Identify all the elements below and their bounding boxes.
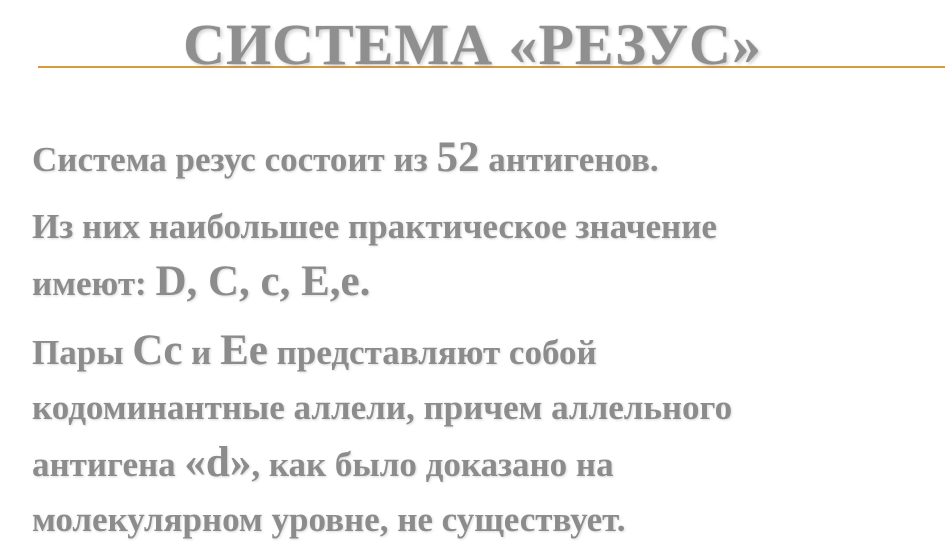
text-segment: представляют собой — [267, 333, 597, 372]
latin-emphasis-segment: 52 — [436, 134, 480, 181]
slide-title: СИСТЕМА «РЕЗУС» — [183, 12, 762, 77]
latin-emphasis-segment: Cc — [132, 327, 183, 374]
text-line — [32, 492, 935, 547]
text-line — [32, 199, 935, 254]
latin-emphasis-segment: D, C, c, E,e. — [155, 258, 371, 305]
text-line — [32, 435, 935, 492]
slide-body — [32, 130, 935, 559]
text-segment: антигенов. — [479, 140, 659, 179]
text-segment: , как было доказано на — [251, 445, 614, 484]
text-line — [32, 254, 935, 311]
text-segment: антигена — [32, 445, 185, 484]
text-segment: Из них наибольшее практическое значение — [32, 207, 717, 246]
text-line — [32, 130, 935, 187]
text-segment: молекулярном уровне, не существует. — [32, 500, 626, 539]
text-segment: Система резус состоит из — [32, 140, 437, 179]
latin-emphasis-segment: «d» — [184, 439, 252, 486]
text-segment: кодоминантные аллели, причем аллельного — [32, 388, 733, 427]
paragraph — [32, 130, 935, 187]
text-segment: имеют: — [32, 264, 156, 303]
text-segment: и — [182, 333, 221, 372]
latin-emphasis-segment: Ee — [220, 327, 268, 374]
paragraph — [32, 323, 935, 547]
text-segment: Пары — [32, 333, 133, 372]
paragraph — [32, 199, 935, 311]
text-line — [32, 380, 935, 435]
text-line — [32, 323, 935, 380]
